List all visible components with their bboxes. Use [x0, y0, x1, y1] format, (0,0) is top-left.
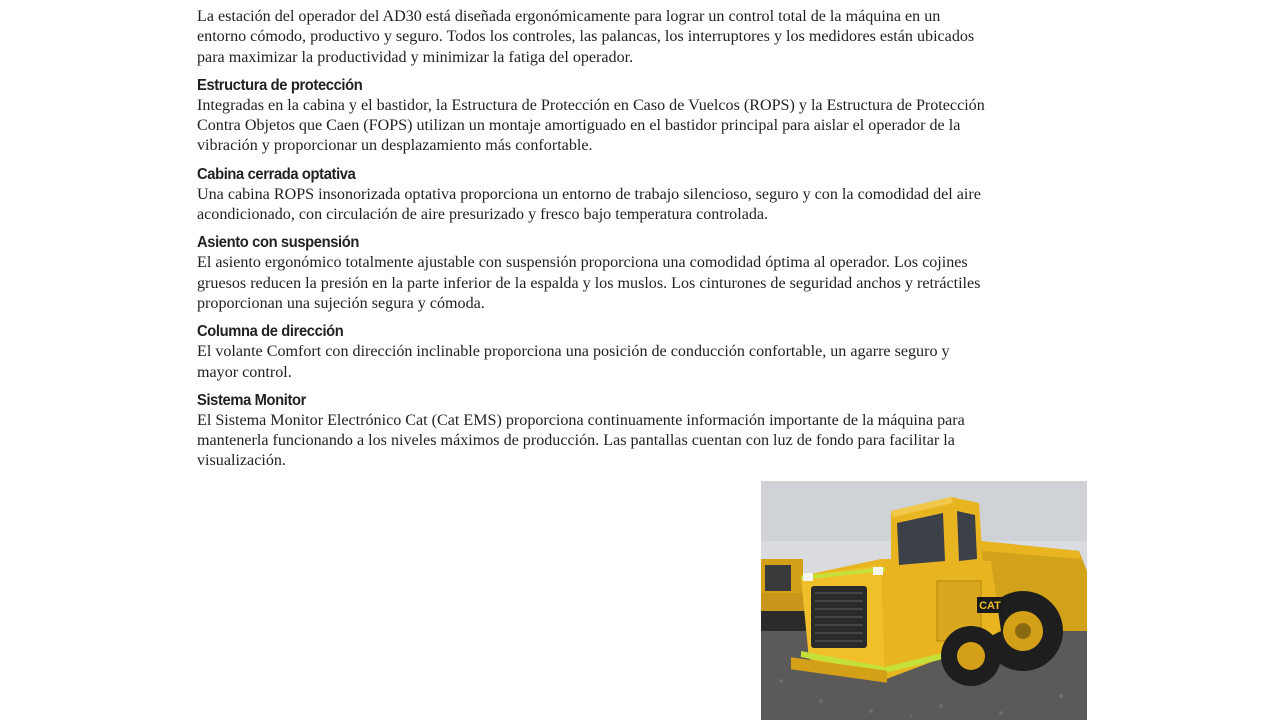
section-text: Integradas en la cabina y el bastidor, la Estructura de Protección en Caso de Vuelcos (ROPS) y la Estructura de Protección Contra Objetos que Caen (FOPS) utilizan un montaje amortiguado en el bastidor principal para aislar el operador de la vibración y proporcionar un desplazamiento más confortable.: [197, 96, 985, 155]
section-steering-column: [197, 322, 987, 383]
section-heading: Estructura de protección: [197, 76, 363, 94]
background-loader: [761, 559, 807, 639]
section-text: El asiento ergonómico totalmente ajustable con suspensión proporciona una comodidad óptima al operador. Los cojines gruesos reducen la presión en la parte inferior de la espalda y los muslos. Los cinturones de seguridad anchos y retráctiles proporcionan una sujeción segura y cómoda.: [197, 254, 981, 312]
section-text: Una cabina ROPS insonorizada optativa proporciona un entorno de trabajo silencioso, seguro y con la comodidad del aire acondicionado, con circulación de aire presurizado y fresco bajo temperatura controlada.: [197, 185, 981, 224]
truck-photo: [761, 481, 1087, 720]
section-monitor-system: [197, 391, 987, 472]
document-body: [197, 7, 987, 480]
cat-logo: CAT: [979, 600, 1001, 612]
underground-truck-illustration: [761, 481, 1087, 720]
section-heading: Columna de dirección: [197, 323, 344, 341]
section-closed-cab: [197, 165, 987, 226]
section-suspension-seat: [197, 233, 987, 314]
section-text: El volante Comfort con dirección inclinable proporciona una posición de conducción confortable, un agarre seguro y mayor control.: [197, 343, 950, 381]
section-heading: Cabina cerrada optativa: [197, 165, 356, 183]
section-text: El Sistema Monitor Electrónico Cat (Cat EMS) proporciona continuamente información importante de la máquina para mantenerla funcionando a los niveles máximos de producción. Las pantallas cuentan con luz de fondo para facilitar la visualización.: [197, 411, 965, 470]
section-heading: Sistema Monitor: [197, 391, 306, 409]
intro-paragraph: La estación del operador del AD30 está diseñada ergonómicamente para lograr un control total de la máquina en un entorno cómodo, productivo y seguro. Todos los controles, las palancas, los interruptores y los medidores están ubicados para maximizar la productividad y minimizar la fatiga del operador.: [197, 8, 975, 66]
section-protection-structure: [197, 76, 987, 157]
section-heading: Asiento con suspensión: [197, 234, 360, 252]
